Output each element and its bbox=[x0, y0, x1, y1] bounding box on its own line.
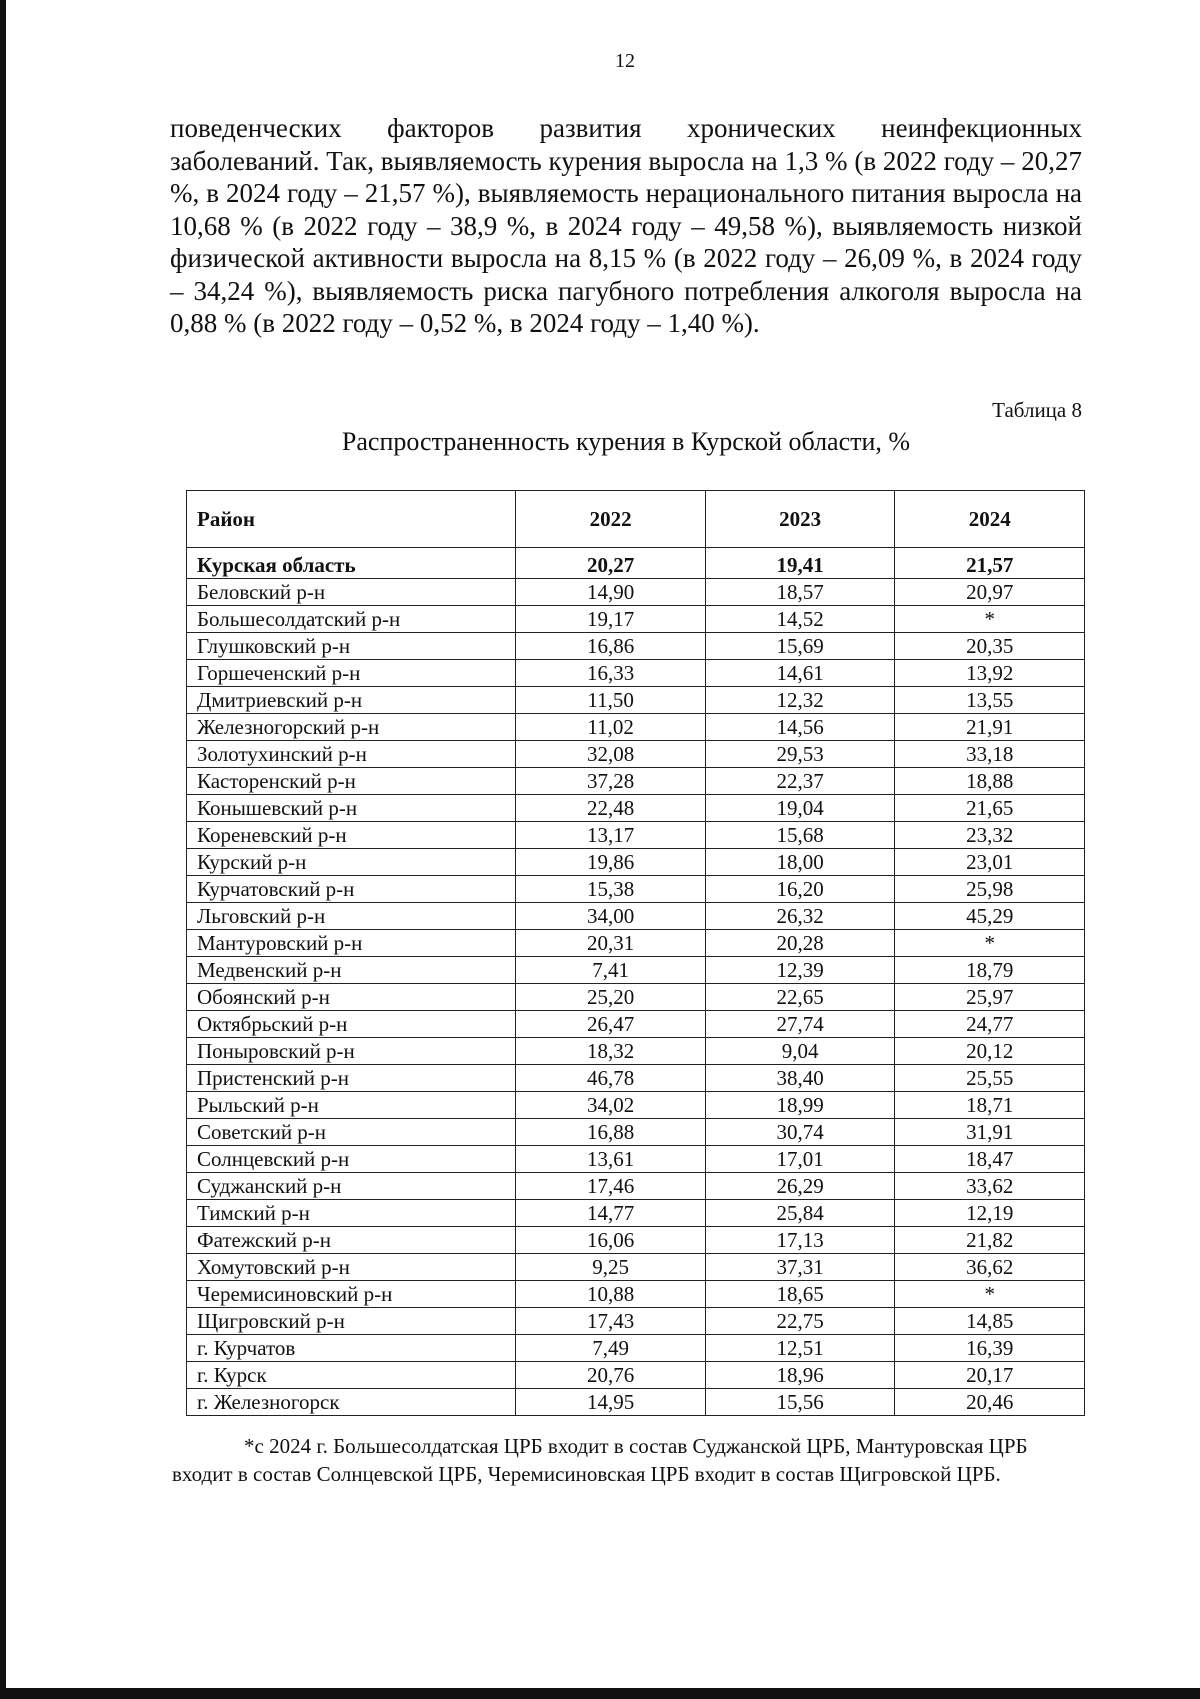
table-row bbox=[187, 606, 1085, 633]
value-cell-2024: 12,19 bbox=[895, 1200, 1085, 1227]
district-cell: Касторенский р-н bbox=[187, 768, 516, 795]
table-row bbox=[187, 1092, 1085, 1119]
header-2024: 2024 bbox=[895, 491, 1085, 548]
district-cell: Большесолдатский р-н bbox=[187, 606, 516, 633]
table-row bbox=[187, 741, 1085, 768]
value-cell-2023: 37,31 bbox=[705, 1254, 895, 1281]
district-cell: Черемисиновский р-н bbox=[187, 1281, 516, 1308]
value-cell-2024: 13,92 bbox=[895, 660, 1085, 687]
value-cell-2023: 14,61 bbox=[705, 660, 895, 687]
district-cell: г. Железногорск bbox=[187, 1389, 516, 1416]
value-cell-2022: 10,88 bbox=[516, 1281, 706, 1308]
value-cell-2023: 22,75 bbox=[705, 1308, 895, 1335]
value-cell-2024: 23,32 bbox=[895, 822, 1085, 849]
table-row bbox=[187, 1200, 1085, 1227]
value-cell-2024: * bbox=[895, 1281, 1085, 1308]
value-cell-2022: 34,00 bbox=[516, 903, 706, 930]
table-row bbox=[187, 1038, 1085, 1065]
value-cell-2023: 12,39 bbox=[705, 957, 895, 984]
value-cell-2024: 13,55 bbox=[895, 687, 1085, 714]
value-cell-2024: 18,88 bbox=[895, 768, 1085, 795]
table-row bbox=[187, 930, 1085, 957]
district-cell: г. Курчатов bbox=[187, 1335, 516, 1362]
district-cell: Щигровский р-н bbox=[187, 1308, 516, 1335]
table-row bbox=[187, 1173, 1085, 1200]
value-cell-2023: 17,13 bbox=[705, 1227, 895, 1254]
value-cell-2023: 18,65 bbox=[705, 1281, 895, 1308]
value-cell-2023: 19,04 bbox=[705, 795, 895, 822]
value-cell-2024: 31,91 bbox=[895, 1119, 1085, 1146]
value-cell-2022: 16,33 bbox=[516, 660, 706, 687]
table-row bbox=[187, 633, 1085, 660]
value-cell-2023: 15,68 bbox=[705, 822, 895, 849]
table-row bbox=[187, 1011, 1085, 1038]
district-cell: Курская область bbox=[187, 548, 516, 579]
value-cell-2023: 18,57 bbox=[705, 579, 895, 606]
value-cell-2023: 38,40 bbox=[705, 1065, 895, 1092]
table-row bbox=[187, 1389, 1085, 1416]
value-cell-2022: 15,38 bbox=[516, 876, 706, 903]
district-cell: Суджанский р-н bbox=[187, 1173, 516, 1200]
table-row bbox=[187, 1119, 1085, 1146]
value-cell-2024: 21,65 bbox=[895, 795, 1085, 822]
value-cell-2024: 20,12 bbox=[895, 1038, 1085, 1065]
value-cell-2023: 15,69 bbox=[705, 633, 895, 660]
table-body bbox=[187, 548, 1085, 1416]
table-row bbox=[187, 1254, 1085, 1281]
district-cell: Октябрьский р-н bbox=[187, 1011, 516, 1038]
value-cell-2024: * bbox=[895, 930, 1085, 957]
value-cell-2024: 33,18 bbox=[895, 741, 1085, 768]
table-row bbox=[187, 984, 1085, 1011]
value-cell-2023: 19,41 bbox=[705, 548, 895, 579]
district-cell: Советский р-н bbox=[187, 1119, 516, 1146]
value-cell-2023: 17,01 bbox=[705, 1146, 895, 1173]
district-cell: Курский р-н bbox=[187, 849, 516, 876]
value-cell-2022: 22,48 bbox=[516, 795, 706, 822]
page-number: 12 bbox=[615, 50, 635, 72]
value-cell-2023: 18,99 bbox=[705, 1092, 895, 1119]
table-row bbox=[187, 687, 1085, 714]
value-cell-2022: 37,28 bbox=[516, 768, 706, 795]
district-cell: Горшеченский р-н bbox=[187, 660, 516, 687]
district-cell: г. Курск bbox=[187, 1362, 516, 1389]
value-cell-2022: 11,50 bbox=[516, 687, 706, 714]
value-cell-2023: 20,28 bbox=[705, 930, 895, 957]
value-cell-2024: 36,62 bbox=[895, 1254, 1085, 1281]
value-cell-2024: 18,79 bbox=[895, 957, 1085, 984]
table-row bbox=[187, 1335, 1085, 1362]
value-cell-2023: 22,65 bbox=[705, 984, 895, 1011]
value-cell-2022: 11,02 bbox=[516, 714, 706, 741]
table-row bbox=[187, 1308, 1085, 1335]
value-cell-2023: 14,52 bbox=[705, 606, 895, 633]
table-row bbox=[187, 849, 1085, 876]
value-cell-2022: 17,46 bbox=[516, 1173, 706, 1200]
value-cell-2023: 9,04 bbox=[705, 1038, 895, 1065]
smoking-prevalence-table bbox=[186, 490, 1085, 1416]
scan-edge-bottom bbox=[0, 1688, 1200, 1699]
value-cell-2022: 20,27 bbox=[516, 548, 706, 579]
table-row bbox=[187, 1227, 1085, 1254]
value-cell-2023: 30,74 bbox=[705, 1119, 895, 1146]
district-cell: Солнцевский р-н bbox=[187, 1146, 516, 1173]
district-cell: Курчатовский р-н bbox=[187, 876, 516, 903]
value-cell-2024: 25,98 bbox=[895, 876, 1085, 903]
value-cell-2023: 18,96 bbox=[705, 1362, 895, 1389]
table-row bbox=[187, 579, 1085, 606]
district-cell: Фатежский р-н bbox=[187, 1227, 516, 1254]
value-cell-2024: 14,85 bbox=[895, 1308, 1085, 1335]
value-cell-2022: 19,17 bbox=[516, 606, 706, 633]
value-cell-2022: 19,86 bbox=[516, 849, 706, 876]
value-cell-2024: 20,17 bbox=[895, 1362, 1085, 1389]
value-cell-2022: 13,61 bbox=[516, 1146, 706, 1173]
header-2022: 2022 bbox=[516, 491, 706, 548]
district-cell: Поныровский р-н bbox=[187, 1038, 516, 1065]
value-cell-2024: 16,39 bbox=[895, 1335, 1085, 1362]
value-cell-2023: 27,74 bbox=[705, 1011, 895, 1038]
district-cell: Хомутовский р-н bbox=[187, 1254, 516, 1281]
value-cell-2024: 18,47 bbox=[895, 1146, 1085, 1173]
value-cell-2024: * bbox=[895, 606, 1085, 633]
value-cell-2023: 26,29 bbox=[705, 1173, 895, 1200]
value-cell-2024: 21,57 bbox=[895, 548, 1085, 579]
value-cell-2022: 32,08 bbox=[516, 741, 706, 768]
value-cell-2024: 18,71 bbox=[895, 1092, 1085, 1119]
value-cell-2022: 17,43 bbox=[516, 1308, 706, 1335]
table-caption: Таблица 8 bbox=[992, 398, 1082, 422]
header-2023: 2023 bbox=[705, 491, 895, 548]
header-district: Район bbox=[187, 491, 516, 548]
table-row bbox=[187, 768, 1085, 795]
district-cell: Мантуровский р-н bbox=[187, 930, 516, 957]
value-cell-2022: 34,02 bbox=[516, 1092, 706, 1119]
district-cell: Тимский р-н bbox=[187, 1200, 516, 1227]
table-row bbox=[187, 714, 1085, 741]
value-cell-2022: 14,77 bbox=[516, 1200, 706, 1227]
district-cell: Медвенский р-н bbox=[187, 957, 516, 984]
value-cell-2023: 18,00 bbox=[705, 849, 895, 876]
value-cell-2024: 24,77 bbox=[895, 1011, 1085, 1038]
footnote-text: *с 2024 г. Большесолдатская ЦРБ входит в состав Суджанской ЦРБ, Мантуровская ЦРБ входит в состав Солнцевской ЦРБ, Черемисиновская ЦРБ входит в состав Щигровской ЦРБ. bbox=[172, 1434, 1028, 1486]
value-cell-2022: 46,78 bbox=[516, 1065, 706, 1092]
table-header-row bbox=[187, 491, 1085, 548]
value-cell-2022: 9,25 bbox=[516, 1254, 706, 1281]
value-cell-2022: 14,95 bbox=[516, 1389, 706, 1416]
value-cell-2022: 25,20 bbox=[516, 984, 706, 1011]
value-cell-2023: 25,84 bbox=[705, 1200, 895, 1227]
district-cell: Рыльский р-н bbox=[187, 1092, 516, 1119]
table-title: Распространенность курения в Курской области, % bbox=[341, 427, 911, 456]
value-cell-2024: 45,29 bbox=[895, 903, 1085, 930]
table-row bbox=[187, 876, 1085, 903]
district-cell: Глушковский р-н bbox=[187, 633, 516, 660]
value-cell-2022: 20,31 bbox=[516, 930, 706, 957]
value-cell-2022: 7,49 bbox=[516, 1335, 706, 1362]
value-cell-2023: 29,53 bbox=[705, 741, 895, 768]
table-row bbox=[187, 795, 1085, 822]
district-cell: Кореневский р-н bbox=[187, 822, 516, 849]
district-cell: Пристенский р-н bbox=[187, 1065, 516, 1092]
value-cell-2023: 12,32 bbox=[705, 687, 895, 714]
table-footnote bbox=[172, 1432, 1092, 1488]
table-row bbox=[187, 903, 1085, 930]
district-cell: Золотухинский р-н bbox=[187, 741, 516, 768]
value-cell-2022: 13,17 bbox=[516, 822, 706, 849]
table-row bbox=[187, 1281, 1085, 1308]
table-row bbox=[187, 1362, 1085, 1389]
value-cell-2023: 12,51 bbox=[705, 1335, 895, 1362]
district-cell: Железногорский р-н bbox=[187, 714, 516, 741]
value-cell-2022: 16,06 bbox=[516, 1227, 706, 1254]
value-cell-2023: 16,20 bbox=[705, 876, 895, 903]
table-row bbox=[187, 1146, 1085, 1173]
value-cell-2024: 20,35 bbox=[895, 633, 1085, 660]
value-cell-2024: 25,97 bbox=[895, 984, 1085, 1011]
value-cell-2024: 21,91 bbox=[895, 714, 1085, 741]
value-cell-2022: 16,88 bbox=[516, 1119, 706, 1146]
district-cell: Обоянский р-н bbox=[187, 984, 516, 1011]
table-row bbox=[187, 660, 1085, 687]
value-cell-2024: 20,97 bbox=[895, 579, 1085, 606]
value-cell-2024: 25,55 bbox=[895, 1065, 1085, 1092]
table-row bbox=[187, 957, 1085, 984]
value-cell-2022: 26,47 bbox=[516, 1011, 706, 1038]
district-cell: Беловский р-н bbox=[187, 579, 516, 606]
table-row bbox=[187, 1065, 1085, 1092]
value-cell-2024: 33,62 bbox=[895, 1173, 1085, 1200]
scan-edge-left bbox=[0, 0, 6, 1699]
value-cell-2022: 14,90 bbox=[516, 579, 706, 606]
value-cell-2022: 18,32 bbox=[516, 1038, 706, 1065]
value-cell-2022: 16,86 bbox=[516, 633, 706, 660]
district-cell: Дмитриевский р-н bbox=[187, 687, 516, 714]
body-paragraph: поведенческих факторов развития хронических неинфекционных заболеваний. Так, выявляемость курения выросла на 1,3 % (в 2022 году – 20,27 %, в 2024 году – 21,57 %), выявляемость нерационального питания выросла на 10,68 % (в 2022 году – 38,9 %, в 2024 году – 49,58 %), выявляемость низкой физической активности выросла на 8,15 % (в 2022 году – 26,09 %, в 2024 году – 34,24 %), выявляемость риска пагубного потребления алкоголя выросла на 0,88 % (в 2022 году – 0,52 %, в 2024 году – 1,40 %). bbox=[170, 113, 1082, 338]
value-cell-2023: 26,32 bbox=[705, 903, 895, 930]
value-cell-2023: 15,56 bbox=[705, 1389, 895, 1416]
district-cell: Конышевский р-н bbox=[187, 795, 516, 822]
value-cell-2022: 20,76 bbox=[516, 1362, 706, 1389]
table-row bbox=[187, 822, 1085, 849]
district-cell: Льговский р-н bbox=[187, 903, 516, 930]
value-cell-2024: 23,01 bbox=[895, 849, 1085, 876]
value-cell-2022: 7,41 bbox=[516, 957, 706, 984]
value-cell-2024: 20,46 bbox=[895, 1389, 1085, 1416]
value-cell-2023: 14,56 bbox=[705, 714, 895, 741]
value-cell-2024: 21,82 bbox=[895, 1227, 1085, 1254]
table-row bbox=[187, 548, 1085, 579]
value-cell-2023: 22,37 bbox=[705, 768, 895, 795]
